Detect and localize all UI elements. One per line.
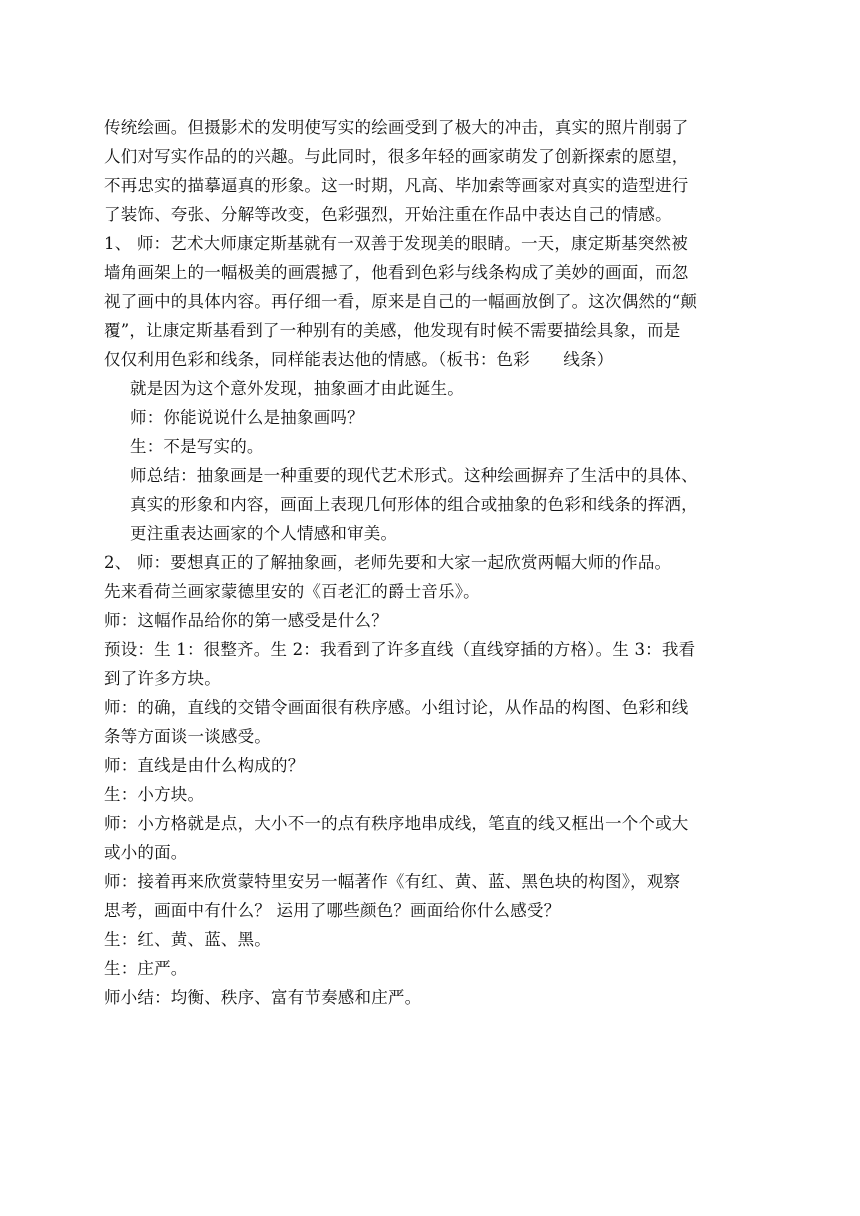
text-line: 生：庄严。 — [104, 959, 188, 978]
text-line: 预设：生 1：很整齐。生 2：我看到了许多直线（直线穿插的方格）。生 3：我看 — [104, 640, 696, 659]
text-line: 或小的面。 — [104, 843, 188, 862]
text-line: 不再忠实的描摹逼真的形象。这一时期，凡高、毕加索等画家对真实的造型进行 — [104, 176, 689, 195]
text-line: 先来看荷兰画家蒙德里安的《百老汇的爵士音乐》。 — [104, 582, 480, 601]
text-line: 更注重表达画家的个人情感和审美。 — [130, 524, 398, 543]
text-line: 传统绘画。但摄影术的发明使写实的绘画受到了极大的冲击，真实的照片削弱了 — [104, 118, 689, 137]
text-line: 到了许多方块。 — [104, 669, 221, 688]
text-line: 师小结：均衡、秩序、富有节奏感和庄严。 — [104, 988, 422, 1007]
text-line: 条等方面谈一谈感受。 — [104, 727, 271, 746]
text-line: 思考，画面中有什么？ 运用了哪些颜色？画面给你什么感受？ — [104, 901, 561, 920]
text-line: 生：不是写实的。 — [130, 437, 264, 456]
text-line: 生：小方块。 — [104, 785, 205, 804]
text-line: 师：直线是由什么构成的？ — [104, 756, 305, 775]
text-line: 视了画中的具体内容。再仔细一看，原来是自己的一幅画放倒了。这次偶然的“颠 — [104, 292, 698, 311]
text-line: 墙角画架上的一幅极美的画震撼了，他看到色彩与线条构成了美妙的画面，而忽 — [104, 263, 689, 282]
text-line: 生：红、黄、蓝、黑。 — [104, 930, 271, 949]
text-line: 师：小方格就是点，大小不一的点有秩序地串成线，笔直的线又框出一个个或大 — [104, 814, 689, 833]
text-line: 师：你能说说什么是抽象画吗？ — [130, 408, 364, 427]
text-line: 师总结：抽象画是一种重要的现代艺术形式。这种绘画摒弃了生活中的具体、 — [130, 466, 698, 485]
text-line: 2、 师：要想真正的了解抽象画，老师先要和大家一起欣赏两幅大师的作品。 — [104, 553, 672, 572]
text-line: 师：的确，直线的交错令画面很有秩序感。小组讨论，从作品的构图、色彩和线 — [104, 698, 689, 717]
text-line: 了装饰、夸张、分解等改变，色彩强烈，开始注重在作品中表达自己的情感。 — [104, 205, 672, 224]
text-line: 覆”，让康定斯基看到了一种别有的美感，他发现有时候不需要描绘具象，而是 — [104, 321, 681, 340]
text-line: 师：接着再来欣赏蒙特里安另一幅著作《有红、黄、蓝、黑色块的构图》，观察 — [104, 872, 681, 891]
document-body — [104, 113, 744, 1012]
text-line: 就是因为这个意外发现，抽象画才由此诞生。 — [130, 379, 464, 398]
text-line: 1、 师：艺术大师康定斯基就有一双善于发现美的眼睛。一天，康定斯基突然被 — [104, 234, 688, 253]
text-line: 仅仅利用色彩和线条，同样能表达他的情感。（板书：色彩 线条） — [104, 350, 614, 369]
text-line: 师：这幅作品给你的第一感受是什么？ — [104, 611, 388, 630]
text-line: 人们对写实作品的的兴趣。与此同时，很多年轻的画家萌发了创新探索的愿望， — [104, 147, 689, 166]
text-line: 真实的形象和内容，画面上表现几何形体的组合或抽象的色彩和线条的挥洒， — [130, 495, 698, 514]
